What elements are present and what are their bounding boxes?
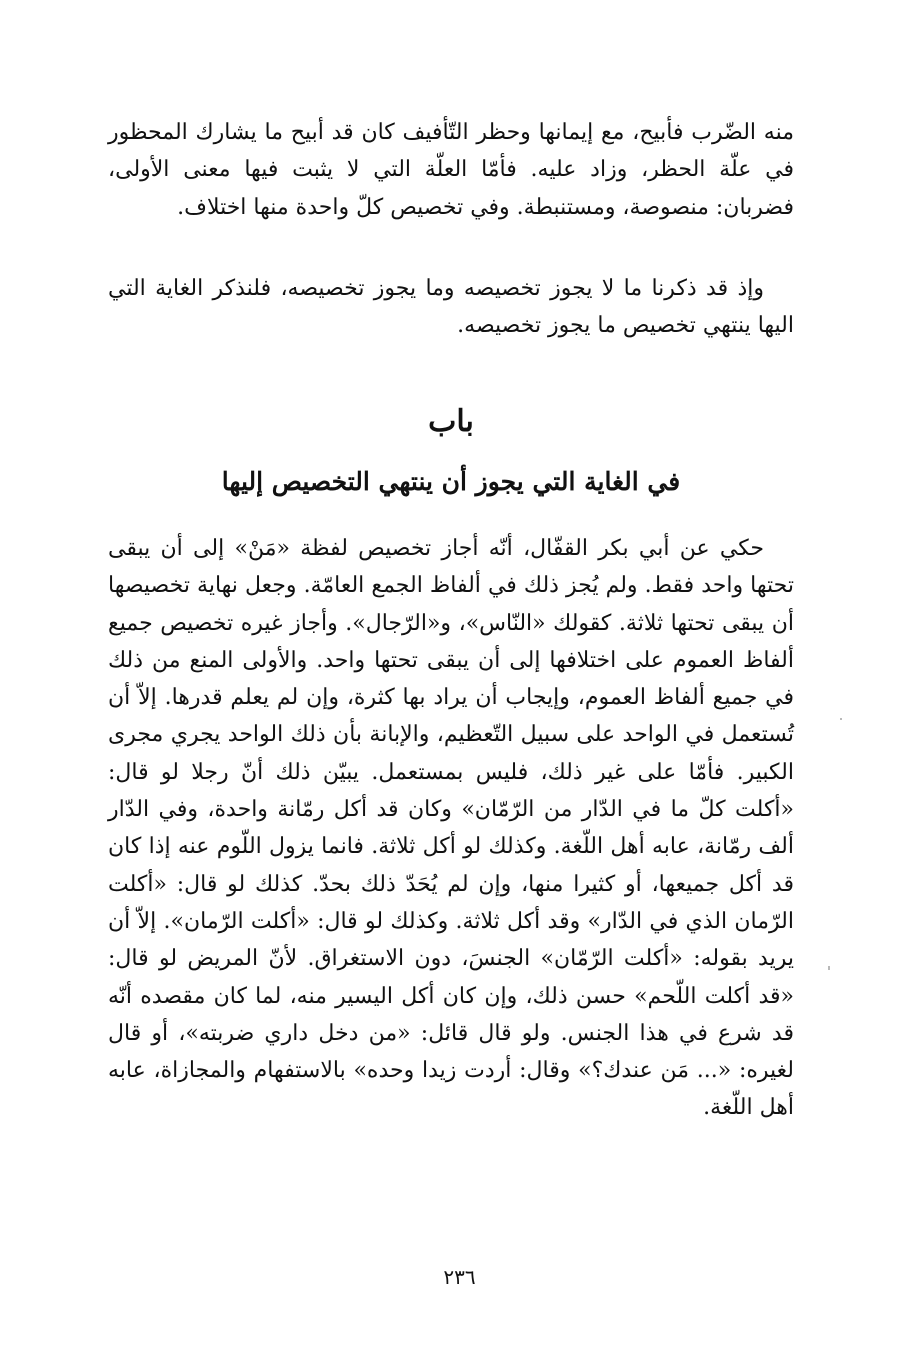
chapter-subtitle: في الغاية التي يجوز أن ينتهي التخصيص إليها — [221, 467, 681, 496]
scan-speck — [828, 966, 830, 970]
paragraph-2: وإذ قد ذكرنا ما لا يجوز تخصيصه وما يجوز تخصيصه، فلنذكر الغاية التي اليها ينتهي تخصيص ما يجوز تخصيصه. — [108, 276, 794, 339]
scan-speck — [840, 718, 842, 720]
chapter-heading: باب — [428, 404, 474, 439]
paragraph-1: منه الضّرب فأبيح، مع إيمانها وحظر التّأفيف كان قد أبيح ما يشارك المحظور في علّة الحظر، وزاد عليه. فأمّا العلّة التي لا يثبت فيها معنى الأولى، فضربان: منصوصة، ومستنبطة. وفي تخصيص كلّ واحدة منها اختلاف. — [108, 120, 794, 220]
page-number: ٢٣٦ — [443, 1265, 476, 1289]
paragraph-3: حكي عن أبي بكر القفّال، أنّه أجاز تخصيص لفظة «مَنْ» إلى أن يبقى تحتها واحد فقط. ولم يُجز ذلك في ألفاظ الجمع العامّة. وجعل نهاية تخصيصها أن يبقى تحتها ثلاثة. كقولك «النّاس»، و«الرّجال». وأجاز غيره تخصيص جميع ألفاظ العموم على اختلافها إلى أن يبقى تحتها واحد. والأولى المنع من ذلك في جميع ألفاظ العموم، وإيجاب أن يراد بها كثرة، وإن لم يعلم قدرها. إلاّ أن تُستعمل في الواحد على سبيل التّعظيم، والإبانة بأن ذلك الواحد يجري مجرى الكبير. فأمّا على غير ذلك، فليس بمستعمل. يبيّن ذلك أنّ رجلا لو قال: «أكلت كلّ ما في الدّار من الرّمّان» وكان قد أكل رمّانة واحدة، وفي الدّار ألف رمّانة، عابه أهل اللّغة. وكذلك لو أكل ثلاثة. فانما يزول اللّوم عنه إذا كان قد أكل جميعها، أو كثيرا منها، وإن لم يُحَدّ ذلك بحدّ. كذلك لو قال: «أكلت الرّمان الذي في الدّار» وقد أكل ثلاثة. وكذلك لو قال: «أكلت الرّمان». إلاّ أن يريد بقوله: «أكلت الرّمّان» الجنسَ، دون الاستغراق. لأنّ المريض لو قال: «قد أكلت اللّحم» حسن ذلك، وإن كان أكل اليسير منه، لما كان مقصده أنّه قد شرع في هذا الجنس. ولو قال قائل: «من دخل داري ضربته»، أو قال لغيره: «... مَن عندك؟» وقال: أردت زيدا وحده» بالاستفهام والمجازاة، عابه أهل اللّغة. — [108, 536, 794, 1121]
